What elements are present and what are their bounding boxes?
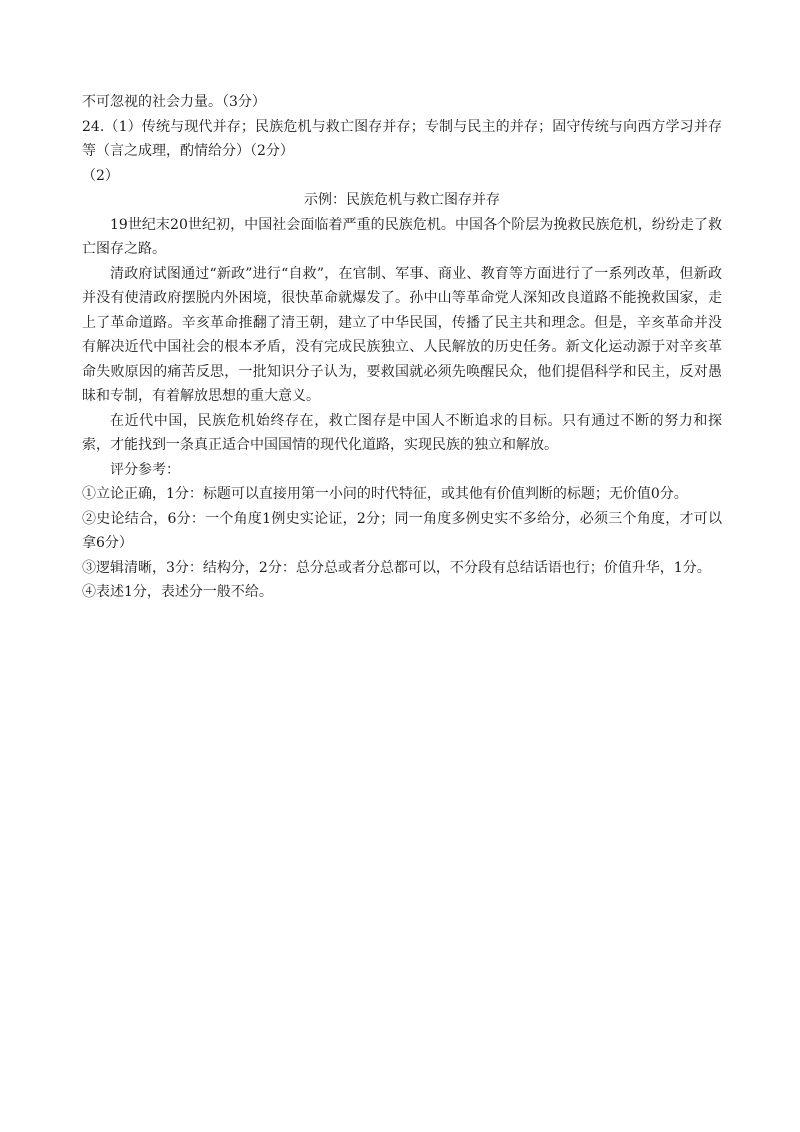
- essay-paragraph-3: 在近代中国，民族危机始终存在，救亡图存是中国人不断追求的目标。只有通过不断的努力和探索，才能找到一条真正适合中国国情的现代化道路，实现民族的独立和解放。: [82, 412, 722, 453]
- question-24-part-2-label: （2）: [82, 167, 119, 184]
- answer-page: [82, 90, 722, 605]
- essay-paragraph-2: 清政府试图通过“新政”进行“自救”，在官制、军事、商业、教育等方面进行了一系列改革，但新政并没有使清政府摆脱内外困境，很快革命就爆发了。孙中山等革命党人深知改良道路不能挽救国家，走上了革命道路。辛亥革命推翻了清王朝，建立了中华民国，传播了民主共和理念。但是，辛亥革命并没有解决近代中国社会的根本矛盾，没有完成民族独立、人民解放的历史任务。新文化运动源于对辛亥革命失败原因的痛苦反思，一批知识分子认为，要救国就必须先唤醒民众，他们提倡科学和民主，反对愚昧和专制，有着解放思想的重大意义。: [82, 265, 722, 404]
- scoring-item-3: ③逻辑清晰，3分：结构分，2分：总分总或者分总都可以，不分段有总结话语也行；价值升华，1分。: [82, 559, 711, 576]
- question-24-part-1: 24.（1）传统与现代并存；民族危机与救亡图存并存；专制与民主的并存；固守传统与向西方学习并存等（言之成理，酌情给分）（2分）: [82, 118, 722, 159]
- scoring-item-1: ①立论正确，1分：标题可以直接用第一小问的时代特征，或其他有价值判断的标题；无价值0分。: [82, 486, 688, 502]
- text-line-social-force: 不可忽视的社会力量。（3分）: [82, 94, 266, 110]
- scoring-heading: 评分参考：: [110, 461, 180, 478]
- scoring-item-4: ④表述1分，表述分一般不给。: [82, 584, 273, 600]
- sample-essay-title: 示例：民族危机与救亡图存并存: [304, 192, 500, 208]
- essay-paragraph-1: 19世纪末20世纪初，中国社会面临着严重的民族危机。中国各个阶层为挽救民族危机，纷纷走了救亡图存之路。: [82, 216, 722, 257]
- scoring-item-2: ②史论结合，6分：一个角度1例史实论证，2分；同一角度多例史实不多给分，必须三个角度，才可以拿6分）: [82, 510, 722, 551]
